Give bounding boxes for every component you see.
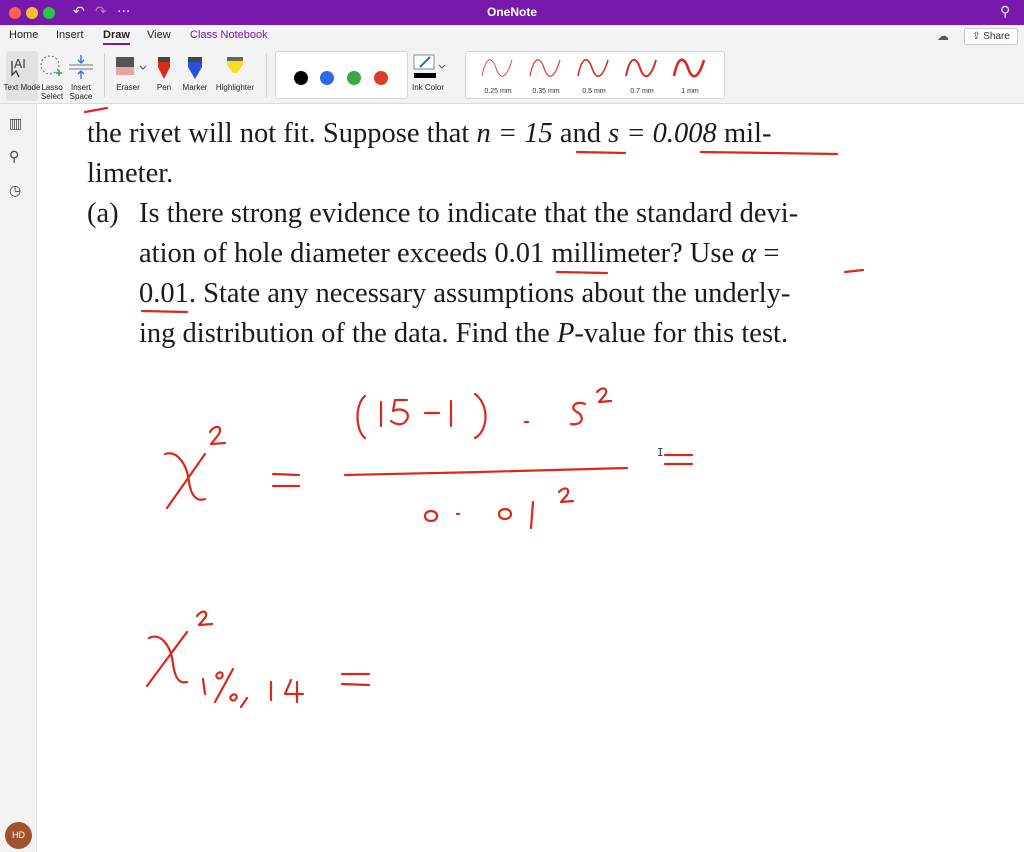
ink-fraction-bar	[345, 468, 627, 475]
part-label: (a)	[87, 198, 119, 229]
tab-draw[interactable]: Draw	[103, 29, 130, 41]
squiggle-icon	[666, 52, 714, 86]
value-span: 0.01	[494, 238, 545, 269]
tab-home[interactable]: Home	[9, 29, 39, 41]
recent-clock-icon[interactable]: ◷	[9, 183, 22, 199]
search-icon[interactable]: ⚲	[9, 149, 20, 165]
alpha-symbol: α	[741, 238, 757, 269]
pen-width-label: 0.7 mm	[630, 88, 654, 95]
ink-color-label: Ink Color	[411, 83, 444, 92]
value-span: 0.01	[139, 278, 189, 309]
pen-width-07[interactable]	[618, 52, 666, 98]
text-span: mil-	[716, 118, 772, 149]
marker-label: Marker	[182, 83, 208, 92]
squiggle-icon	[474, 52, 522, 86]
ink-color-icon	[412, 51, 448, 81]
ink-equals	[665, 455, 692, 464]
ink-zero	[425, 511, 437, 521]
redo-icon[interactable]: ↷	[95, 4, 107, 20]
pen-label: Pen	[156, 83, 172, 92]
squiggle-icon	[522, 52, 570, 86]
pen-width-035[interactable]	[522, 52, 570, 98]
marker-tool-button[interactable]	[179, 51, 211, 101]
ink-subscript-percent	[215, 669, 237, 702]
text-span: millimeter? Use	[544, 238, 742, 269]
ink-underline	[845, 270, 863, 272]
squiggle-icon	[618, 52, 666, 86]
more-options-icon[interactable]: ···	[117, 4, 131, 20]
text-mode-label: Text Mode	[3, 83, 41, 92]
insert-space-button[interactable]	[65, 51, 97, 101]
share-icon: ⇪	[972, 31, 981, 42]
pen-width-panel	[465, 51, 725, 99]
handwritten-ink-layer	[37, 104, 1024, 852]
undo-icon[interactable]: ↶	[73, 4, 85, 20]
title-bar	[0, 0, 1024, 25]
squiggle-icon	[570, 52, 618, 86]
text-span: the rivet will not fit. Suppose that	[87, 118, 477, 149]
color-swatch-red[interactable]	[374, 71, 388, 85]
ink-paren	[475, 394, 486, 438]
text-span: =	[756, 238, 780, 269]
share-label: Share	[983, 31, 1010, 42]
ink-equals	[342, 674, 369, 685]
draw-ribbon	[0, 47, 1024, 104]
lasso-icon	[36, 51, 68, 81]
text-span: limeter.	[87, 158, 174, 189]
window-title: OneNote	[486, 5, 537, 19]
note-page[interactable]	[37, 104, 1024, 852]
text-span: . State any necessary assumptions about the underly-	[188, 278, 791, 309]
highlighter-label: Highlighter	[215, 83, 255, 92]
ink-five	[391, 400, 408, 424]
ink-subscript-four	[285, 680, 303, 702]
eraser-label: Eraser	[116, 83, 140, 92]
text-span: ation of hole diameter exceeds	[139, 238, 495, 269]
pen-width-label: 0.25 mm	[484, 88, 512, 95]
pen-width-label: 0.35 mm	[532, 88, 560, 95]
ink-comma	[241, 698, 247, 707]
ink-superscript-2	[559, 488, 573, 502]
color-swatch-blue[interactable]	[320, 71, 334, 85]
text-span: ing distribution of the data. Find the	[139, 318, 557, 349]
ink-underline	[701, 152, 837, 154]
color-swatch-green[interactable]	[347, 71, 361, 85]
tab-view[interactable]: View	[147, 29, 171, 41]
ink-superscript-2	[197, 612, 212, 625]
text-span: Is there strong evidence to indicate that the standard devi-	[139, 198, 799, 229]
ink-subscript-one	[203, 679, 205, 694]
ink-one	[531, 502, 533, 528]
pen-icon	[148, 51, 180, 81]
ink-chi	[165, 453, 205, 499]
pen-width-025[interactable]	[474, 52, 522, 98]
sync-cloud-icon[interactable]: ☁	[937, 29, 949, 43]
svg-text:AI: AI	[14, 57, 26, 71]
highlighter-tool-button[interactable]	[215, 51, 255, 101]
pen-width-label: 1 mm	[681, 88, 699, 95]
ink-equals	[273, 474, 299, 486]
ink-paren	[358, 396, 366, 438]
ink-underline	[557, 272, 607, 273]
insert-space-label: Insert Space	[69, 83, 93, 101]
share-button[interactable]	[964, 28, 1018, 45]
ribbon-divider	[266, 53, 267, 97]
ink-underline	[577, 152, 625, 153]
color-swatch-black[interactable]	[294, 71, 308, 85]
text-mode-icon	[6, 51, 38, 81]
ink-color-button[interactable]	[412, 51, 444, 101]
highlighter-icon	[219, 51, 251, 81]
text-cursor-icon: I	[657, 446, 664, 459]
text-span: -value for this test.	[574, 318, 789, 349]
account-icon[interactable]: ⚲	[1000, 4, 1011, 20]
eraser-icon	[112, 51, 152, 81]
ribbon-divider	[104, 53, 105, 97]
tab-insert[interactable]: Insert	[56, 29, 84, 41]
tab-class-notebook[interactable]: Class Notebook	[190, 29, 268, 41]
ink-superscript-2	[210, 427, 225, 444]
eraser-button[interactable]	[112, 51, 144, 101]
insert-space-icon	[65, 51, 97, 81]
text-span: and	[552, 118, 609, 149]
ink-underline	[85, 108, 107, 112]
avatar[interactable]: HD	[5, 822, 32, 849]
lasso-select-label: Lasso Select	[40, 83, 64, 101]
ink-superscript-2	[597, 388, 611, 402]
menu-tabs	[0, 25, 1024, 47]
pen-tool-button[interactable]	[148, 51, 180, 101]
marker-icon	[179, 51, 211, 81]
n-expression: n = 15	[476, 118, 553, 149]
ink-chi	[147, 632, 187, 686]
pen-width-label: 0.5 mm	[582, 88, 606, 95]
notebooks-icon[interactable]: ▥	[9, 116, 23, 132]
ink-color-palette	[275, 51, 408, 99]
ink-underline	[142, 311, 187, 312]
s-expression: s = 0.008	[608, 118, 717, 149]
pen-width-05[interactable]	[570, 52, 618, 98]
ink-s	[571, 403, 585, 424]
p-symbol: P	[556, 318, 575, 349]
left-sidebar	[0, 104, 37, 852]
ink-zero	[499, 509, 511, 519]
pen-width-1[interactable]	[666, 52, 714, 98]
